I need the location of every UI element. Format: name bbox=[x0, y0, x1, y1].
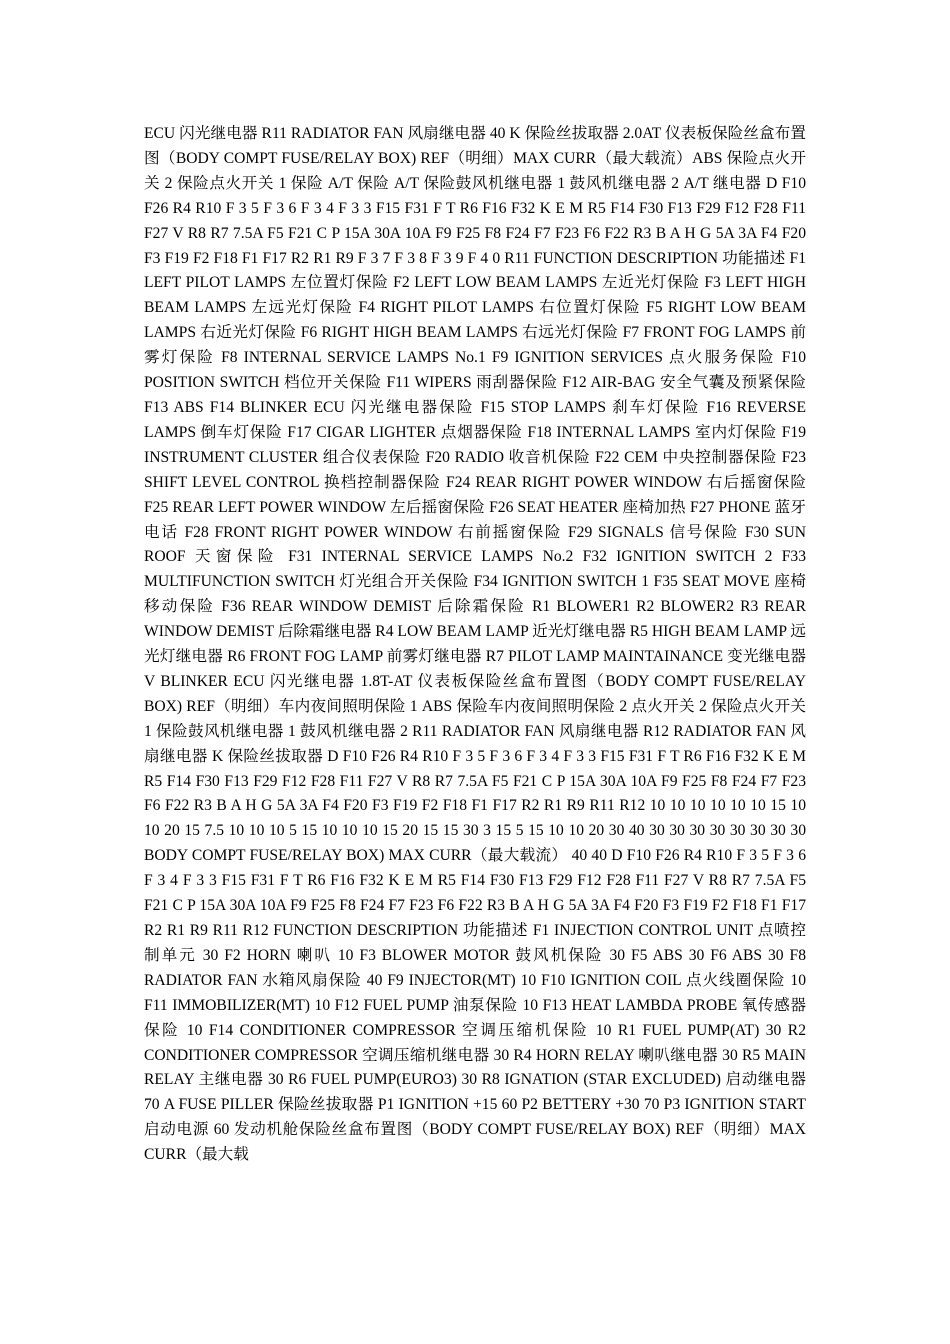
body-paragraph: ECU 闪光继电器 R11 RADIATOR FAN 风扇继电器 40 K 保险丝拔取器 2.0AT 仪表板保险丝盒布置图（BODY COMPT FUSE/RELAY BOX) REF（明细）MAX CURR（最大载流）ABS 保险点火开关 2 保险点火开关 1 保险 A/T 保险 A/T 保险鼓风机继电器 1 鼓风机继电器 2 A/T 继电器 D F10 F26 R4 R10 F 3 5 F 3 6 F 3 4 F 3 3 F15 F31 F T R6 F16 F32 K E M R5 F14 F30 F13 F29 F12 F28 F11 F27 V R8 R7 7.5A F5 F21 C P 15A 30A 10A F9 F25 F8 F24 F7 F23 F6 F22 R3 B A H G 5A 3A F4 F20 F3 F19 F2 F18 F1 F17 R2 R1 R9 F 3 7 F 3 8 F 3 9 F 4 0 R11 FUNCTION DESCRIPTION 功能描述 F1 LEFT PILOT LAMPS 左位置灯保险 F2 LEFT LOW BEAM LAMPS 左近光灯保险 F3 LEFT HIGH BEAM LAMPS 左远光灯保险 F4 RIGHT PILOT LAMPS 右位置灯保险 F5 RIGHT LOW BEAM LAMPS 右近光灯保险 F6 RIGHT HIGH BEAM LAMPS 右远光灯保险 F7 FRONT FOG LAMPS 前雾灯保险 F8 INTERNAL SERVICE LAMPS No.1 F9 IGNITION SERVICES 点火服务保险 F10 POSITION SWITCH 档位开关保险 F11 WIPERS 雨刮器保险 F12 AIR-BAG 安全气囊及预紧保险 F13 ABS F14 BLINKER ECU 闪光继电器保险 F15 STOP LAMPS 刹车灯保险 F16 REVERSE LAMPS 倒车灯保险 F17 CIGAR LIGHTER 点烟器保险 F18 INTERNAL LAMPS 室内灯保险 F19 INSTRUMENT CLUSTER 组合仪表保险 F20 RADIO 收音机保险 F22 CEM 中央控制器保险 F23 SHIFT LEVEL CONTROL 换档控制器保险 F24 REAR RIGHT POWER WINDOW 右后摇窗保险 F25 REAR LEFT POWER WINDOW 左后摇窗保险 F26 SEAT HEATER 座椅加热 F27 PHONE 蓝牙电话 F28 FRONT RIGHT POWER WINDOW 右前摇窗保险 F29 SIGNALS 信号保险 F30 SUN ROOF 天窗保险 F31 INTERNAL SERVICE LAMPS No.2 F32 IGNITION SWITCH 2 F33 MULTIFUNCTION SWITCH 灯光组合开关保险 F34 IGNITION SWITCH 1 F35 SEAT MOVE 座椅移动保险 F36 REAR WINDOW DEMIST 后除霜保险 R1 BLOWER1 R2 BLOWER2 R3 REAR WINDOW DEMIST 后除霜继电器 R4 LOW BEAM LAMP 近光灯继电器 R5 HIGH BEAM LAMP 远光灯继电器 R6 FRONT FOG LAMP 前雾灯继电器 R7 PILOT LAMP MAINTAINANCE 变光继电器 V BLINKER ECU 闪光继电器 1.8T-AT 仪表板保险丝盒布置图（BODY COMPT FUSE/RELAY BOX) REF（明细）车内夜间照明保险 1 ABS 保险车内夜间照明保险 2 点火开关 2 保险点火开关 1 保险鼓风机继电器 1 鼓风机继电器 2 R11 RADIATOR FAN 风扇继电器 R12 RADIATOR FAN 风扇继电器 K 保险丝拔取器 D F10 F26 R4 R10 F 3 5 F 3 6 F 3 4 F 3 3 F15 F31 F T R6 F16 F32 K E M R5 F14 F30 F13 F29 F12 F28 F11 F27 V R8 R7 7.5A F5 F21 C P 15A 30A 10A F9 F25 F8 F24 F7 F23 F6 F22 R3 B A H G 5A 3A F4 F20 F3 F19 F2 F18 F1 F17 R2 R1 R9 R11 R12 10 10 10 10 10 10 15 10 10 20 15 7.5 10 10 10 5 15 10 10 10 15 20 15 15 30 3 15 5 15 10 10 20 30 40 30 30 30 30 30 30 30 30 BODY COMPT FUSE/RELAY BOX) MAX CURR（最大载流） 40 40 D F10 F26 R4 R10 F 3 5 F 3 6 F 3 4 F 3 3 F15 F31 F T R6 F16 F32 K E M R5 F14 F30 F13 F29 F12 F28 F11 F27 V R8 R7 7.5A F5 F21 C P 15A 30A 10A F9 F25 F8 F24 F7 F23 F6 F22 R3 B A H G 5A 3A F4 F20 F3 F19 F2 F18 F1 F17 R2 R1 R9 R11 R12 FUNCTION DESCRIPTION 功能描述 F1 INJECTION CONTROL UNIT 点喷控制单元 30 F2 HORN 喇叭 10 F3 BLOWER MOTOR 鼓风机保险 30 F5 ABS 30 F6 ABS 30 F8 RADIATOR FAN 水箱风扇保险 40 F9 INJECTOR(MT) 10 F10 IGNITION COIL 点火线圈保险 10 F11 IMMOBILIZER(MT) 10 F12 FUEL PUMP 油泵保险 10 F13 HEAT LAMBDA PROBE 氧传感器保险 10 F14 CONDITIONER COMPRESSOR 空调压缩机保险 10 R1 FUEL PUMP(AT) 30 R2 CONDITIONER COMPRESSOR 空调压缩机继电器 30 R4 HORN RELAY 喇叭继电器 30 R5 MAIN RELAY 主继电器 30 R6 FUEL PUMP(EURO3) 30 R8 IGNATION (STAR EXCLUDED) 启动继电器 70 A FUSE PILLER 保险丝拔取器 P1 IGNITION +15 60 P2 BETTERY +30 70 P3 IGNITION START 启动电源 60 发动机舱保险丝盒布置图（BODY COMPT FUSE/RELAY BOX) REF（明细）MAX CURR（最大载 bbox=[144, 125, 807, 1164]
